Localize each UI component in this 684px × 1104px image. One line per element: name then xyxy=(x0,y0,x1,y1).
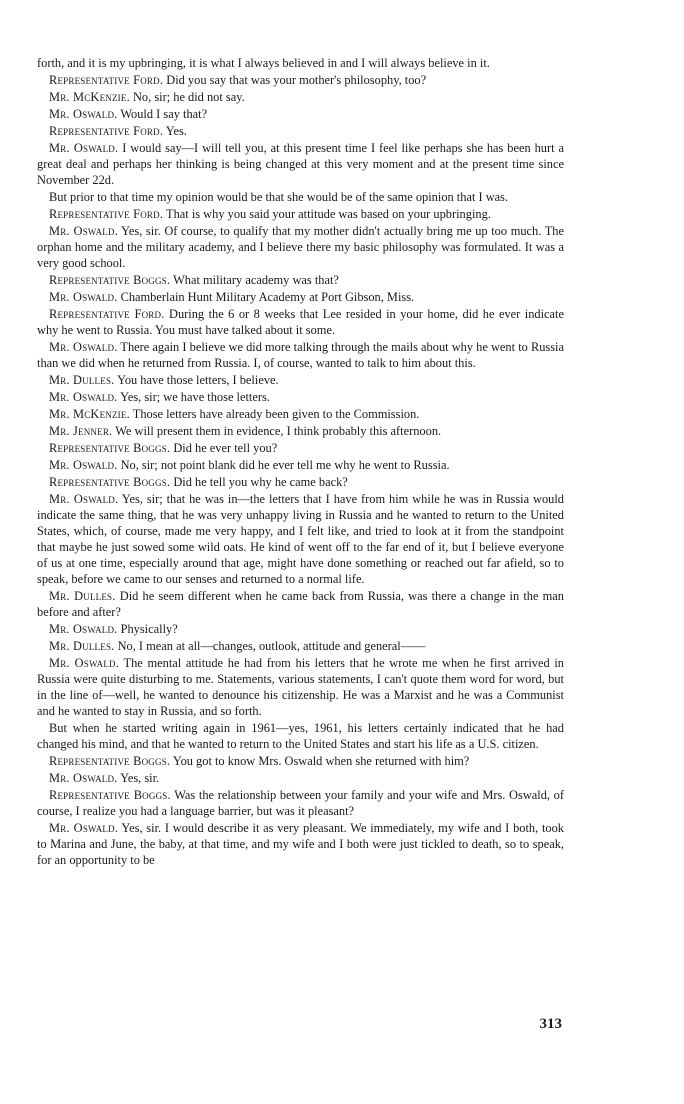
transcript-paragraph xyxy=(37,223,564,271)
transcript-paragraph xyxy=(37,820,564,868)
transcript-paragraph xyxy=(37,491,564,587)
paragraph-text: The mental attitude he had from his letters that he wrote me when he first arrived in Russia were quite disturbing to me. Statements, various statements, I can't quote them word for word, but in the line of—well, he wanted to denounce his citizenship. He was a Marxist and he was a Communist and he wanted to stay in Russia, and so forth. xyxy=(37,656,564,718)
transcript-paragraph xyxy=(37,306,564,338)
speaker-label: Mr. Dulles. xyxy=(49,639,115,653)
paragraph-text: Would I say that? xyxy=(120,107,208,121)
speaker-label: Mr. Oswald. xyxy=(49,771,118,785)
transcript-paragraph xyxy=(37,189,564,205)
transcript-paragraph xyxy=(37,206,564,222)
paragraph-text: What military academy was that? xyxy=(173,273,339,287)
speaker-label: Mr. McKenzie. xyxy=(49,407,130,421)
speaker-label: Mr. Oswald. xyxy=(49,821,119,835)
paragraph-text: You got to know Mrs. Oswald when she returned with him? xyxy=(172,754,470,768)
speaker-label: Mr. Oswald. xyxy=(49,224,118,238)
speaker-label: Representative Boggs. xyxy=(49,441,171,455)
speaker-label: Mr. Oswald. xyxy=(49,340,118,354)
speaker-label: Mr. Oswald. xyxy=(49,141,119,155)
transcript-paragraph xyxy=(37,140,564,188)
transcript-paragraph xyxy=(37,720,564,752)
transcript-paragraph xyxy=(37,753,564,769)
speaker-label: Mr. Dulles. xyxy=(49,589,116,603)
transcript-paragraph xyxy=(37,621,564,637)
transcript-paragraph xyxy=(37,474,564,490)
paragraph-text: That is why you said your attitude was based on your upbringing. xyxy=(166,207,491,221)
paragraph-text: Yes, sir; that he was in—the letters that I have from him while he was in Russia would indicate the same thing, that he was very unhappy living in Russia and he wanted to return to the United States, which, of course, made me very happy, and I felt like, and tried to look at it from the standpoint that maybe he just sowed some wild oats. He kind of went off to the far end of it, but I believe everyone of us at one time, especially around that age, might have done something or reached out far afield, so to speak, before we came to our senses and returned to a normal life. xyxy=(37,492,565,586)
page-number: 313 xyxy=(539,1016,562,1032)
speaker-label: Representative Boggs. xyxy=(49,754,171,768)
speaker-label: Mr. Oswald. xyxy=(49,390,118,404)
paragraph-text: Yes, sir. I would describe it as very pleasant. We immediately, my wife and I both, took to Marina and June, the baby, at that time, and my wife and I both were just tickled to death, so to speak, for an opportunity to be xyxy=(37,821,564,867)
speaker-label: Mr. Oswald. xyxy=(49,290,118,304)
transcript-paragraph xyxy=(37,389,564,405)
paragraph-text: We will present them in evidence, I think probably this afternoon. xyxy=(115,424,442,438)
speaker-label: Representative Ford. xyxy=(49,73,164,87)
paragraph-text: Did he seem different when he came back from Russia, was there a change in the man before and after? xyxy=(37,589,564,619)
transcript-paragraph xyxy=(37,289,564,305)
transcript-paragraph xyxy=(37,406,564,422)
speaker-label: Mr. Dulles. xyxy=(49,373,115,387)
paragraph-text: There again I believe we did more talking through the mails about why he went to Russia than we did when he returned from Russia. I, of course, wanted to talk to him about this. xyxy=(37,340,565,370)
paragraph-text: No, sir; not point blank did he ever tell me why he went to Russia. xyxy=(120,458,450,472)
paragraph-text: You have those letters, I believe. xyxy=(117,373,279,387)
paragraph-text: No, I mean at all—changes, outlook, attitude and general—— xyxy=(117,639,426,653)
transcript-paragraph xyxy=(37,423,564,439)
transcript-paragraph xyxy=(37,457,564,473)
paragraph-text: I would say—I will tell you, at this present time I feel like perhaps she has been hurt a great deal and perhaps her thinking is being changed at this very moment and at the present time since November 22d. xyxy=(37,141,564,187)
transcript-paragraph xyxy=(37,770,564,786)
transcript-paragraph xyxy=(37,272,564,288)
paragraph-text: Was the relationship between your family and your wife and Mrs. Oswald, of course, I realize you had a language barrier, but was it pleasant? xyxy=(37,788,564,818)
paragraph-text: Did he tell you why he came back? xyxy=(173,475,348,489)
paragraph-text: Physically? xyxy=(120,622,178,636)
paragraph-text: But when he started writing again in 1961—yes, 1961, his letters certainly indicated that he had changed his mind, and that he wanted to return to the United States and start his life as a U.S. citizen. xyxy=(37,721,564,751)
speaker-label: Mr. Oswald. xyxy=(49,656,120,670)
transcript-body xyxy=(37,55,564,869)
paragraph-text: Did you say that was your mother's philosophy, too? xyxy=(166,73,427,87)
speaker-label: Representative Ford. xyxy=(49,207,164,221)
paragraph-text: Those letters have already been given to the Commission. xyxy=(132,407,420,421)
transcript-paragraph xyxy=(37,372,564,388)
paragraph-text: Yes, sir; we have those letters. xyxy=(120,390,270,404)
speaker-label: Representative Ford. xyxy=(49,307,165,321)
speaker-label: Mr. Oswald. xyxy=(49,458,118,472)
transcript-paragraph xyxy=(37,440,564,456)
transcript-paragraph xyxy=(37,123,564,139)
transcript-paragraph xyxy=(37,588,564,620)
paragraph-text: During the 6 or 8 weeks that Lee resided in your home, did he ever indicate why he went to Russia. You must have talked about it some. xyxy=(37,307,564,337)
transcript-paragraph xyxy=(37,89,564,105)
paragraph-text: Yes, sir. Of course, to qualify that my mother didn't actually bring me up too much. The orphan home and the military academy, and I believe there my basic philosophy was formulated. It was a very good school. xyxy=(37,224,564,270)
transcript-paragraph xyxy=(37,339,564,371)
transcript-paragraph xyxy=(37,106,564,122)
transcript-paragraph xyxy=(37,72,564,88)
speaker-label: Mr. McKenzie. xyxy=(49,90,130,104)
speaker-label: Representative Ford. xyxy=(49,124,164,138)
speaker-label: Representative Boggs. xyxy=(49,475,171,489)
speaker-label: Mr. Oswald. xyxy=(49,107,118,121)
transcript-paragraph xyxy=(37,55,564,71)
paragraph-text: No, sir; he did not say. xyxy=(132,90,245,104)
paragraph-text: Yes. xyxy=(165,124,187,138)
transcript-paragraph xyxy=(37,787,564,819)
speaker-label: Mr. Oswald. xyxy=(49,622,118,636)
paragraph-text: Chamberlain Hunt Military Academy at Port Gibson, Miss. xyxy=(120,290,415,304)
speaker-label: Representative Boggs. xyxy=(49,273,171,287)
paragraph-text: forth, and it is my upbringing, it is what I always believed in and I will always believe in it. xyxy=(37,56,490,70)
speaker-label: Mr. Oswald. xyxy=(49,492,119,506)
paragraph-text: Did he ever tell you? xyxy=(173,441,278,455)
speaker-label: Mr. Jenner. xyxy=(49,424,113,438)
transcript-paragraph xyxy=(37,655,564,719)
speaker-label: Representative Boggs. xyxy=(49,788,171,802)
transcript-paragraph xyxy=(37,638,564,654)
paragraph-text: But prior to that time my opinion would be that she would be of the same opinion that I was. xyxy=(49,190,509,204)
paragraph-text: Yes, sir. xyxy=(120,771,160,785)
